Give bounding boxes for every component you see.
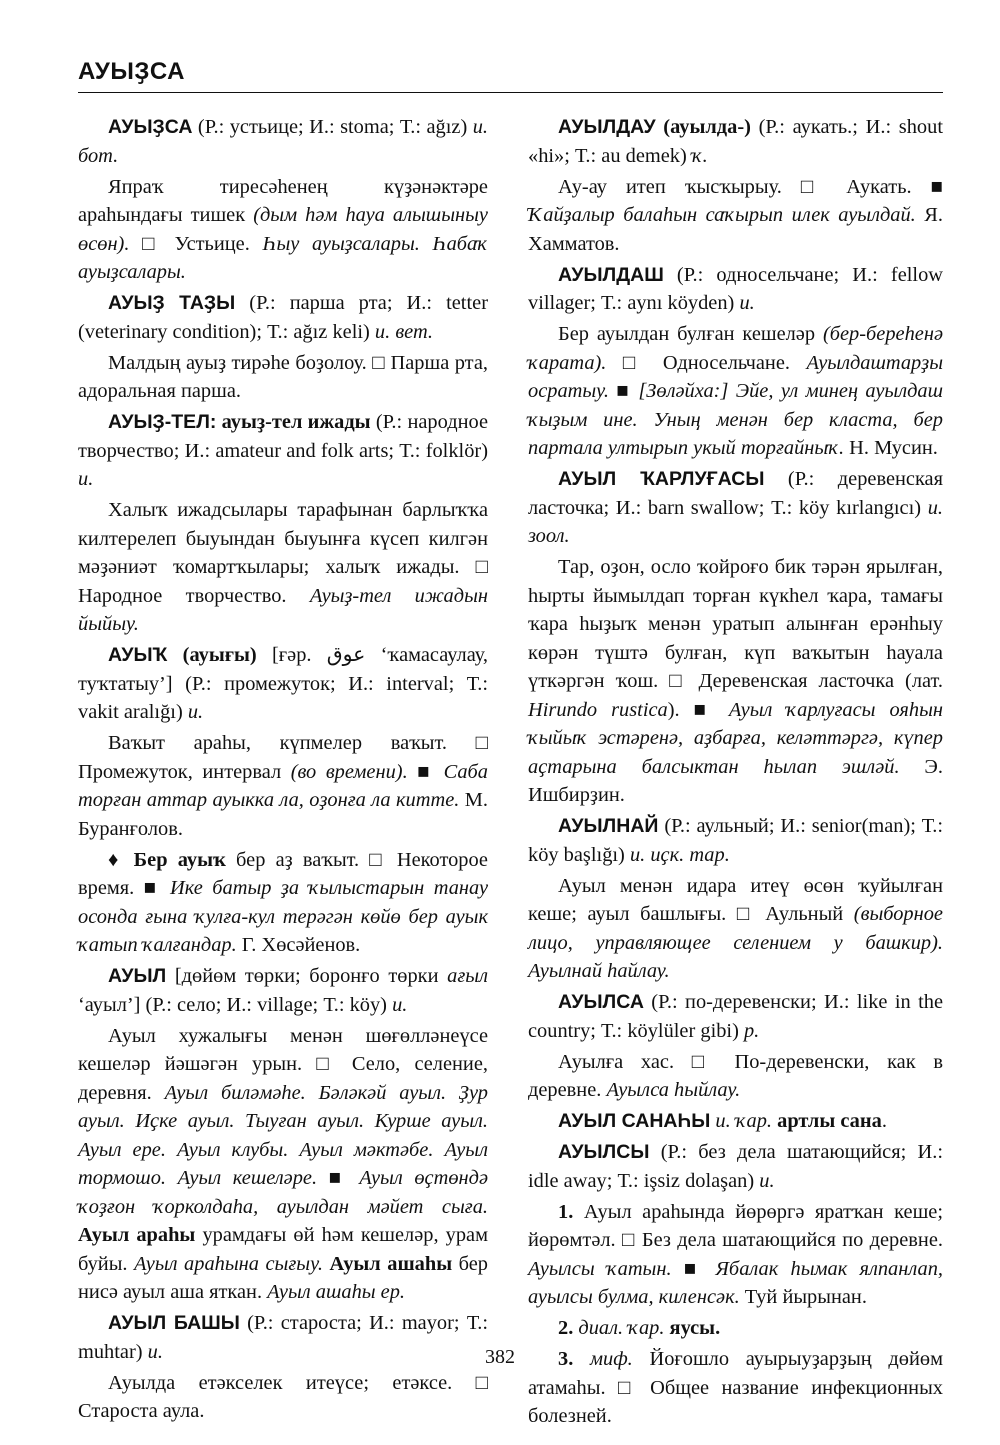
dictionary-paragraph xyxy=(528,1048,943,1105)
body-text: бер аҙ ваҡыт. □ Некоторое время. ■ xyxy=(78,848,488,899)
bold-text: 3. xyxy=(558,1348,574,1370)
dictionary-paragraph xyxy=(528,465,943,551)
body-text: Ауыл хужалығы менән шөғөлләнеүсе кешеләр йәшәгән урын. □ Село, селение, деревня. xyxy=(78,1024,488,1104)
body-text: ). ■ xyxy=(667,698,729,721)
italic-text: и. ҡар. xyxy=(710,1110,773,1132)
italic-text: и. xyxy=(392,993,408,1016)
italic-text: Һыу ауыҙсалары. Һабаҡ ауыҙсалары. xyxy=(78,232,488,283)
headword: АУЫҘСА xyxy=(108,116,193,138)
dictionary-paragraph xyxy=(528,553,943,810)
italic-text: р. xyxy=(743,1019,760,1042)
body-text: Н. Мусин. xyxy=(844,437,938,459)
body-text: Йоғошло ауырыуҙарҙың дөйөм атамаһы. □ Общее название инфекционных болезней. xyxy=(528,1348,943,1427)
dictionary-paragraph xyxy=(528,320,943,463)
body-text: ‘ауыл’] (Р.: село; И.: village; Т.: köy) xyxy=(78,993,393,1016)
body-text: (Р.: народное творчество; И.: amateur and folk arts; Т.: folklör) xyxy=(78,411,488,462)
italic-text: Ауылсы ҡатын. xyxy=(528,1257,672,1280)
body-text: Халыҡ ижадсылары тарафынан барлыҡҡа килтерелеп быуындан быуынға күсеп килгән мәҙәниәт ҡомартҡылары; халыҡ ижады. □ Народное творчество. xyxy=(78,499,488,607)
body-text: (Р.: аульный; И.: senior(man); Т.: köy başlığı) xyxy=(528,815,943,866)
page-number: 382 xyxy=(485,1346,515,1368)
headword: АУЫҘ-ТЕЛ: xyxy=(108,411,217,433)
italic-text: и. xyxy=(187,701,204,723)
dictionary-paragraph xyxy=(78,846,488,960)
italic-text: и. xyxy=(78,468,94,490)
italic-text: Ауыл өҫтөндә ҡоҙғон ҡорколдаһа, ауылдан мәйет сыға. xyxy=(78,1167,488,1218)
dictionary-paragraph xyxy=(528,1138,943,1195)
body-text: . xyxy=(881,1110,887,1132)
body-text: □ Устьице. xyxy=(129,232,263,255)
body-text: бер нисә ауыл аша яткан. xyxy=(78,1252,488,1303)
italic-text: Ауыл ашаһы ер. xyxy=(267,1281,406,1303)
italic-text: (дым һәм һауа алышыныу өсөн). xyxy=(78,204,488,255)
italic-text: Ауыл биләмәһе. Бәләкәй ауыл. Ҙур ауыл. Иҫке ауыл. Тыуған ауыл. Курше ауыл. Ауыл ере. Ауыл клубы. Ауыл мәктәбе. Ауыл тормошо. Ауыл кешеләре. xyxy=(78,1081,488,1189)
dictionary-paragraph xyxy=(78,408,488,494)
body-text: (Р.: парша рта; И.: tetter (veterinary condition); Т.: ağız keli) xyxy=(78,292,488,343)
body-text: Малдың ауыҙ тирәһе боҙолоу. □ Парша рта, адоральная парша. xyxy=(78,351,488,402)
bold-text: (ауылда-) xyxy=(655,116,751,138)
body-text: (Р.: староста; И.: mayor; Т.: muhtar) xyxy=(78,1312,489,1363)
body-text: Тар, оҙон, осло ҡойроғо бик тәрән ярылған, һырты йымылдап торған күкһел ҡара, тамағы ҡара һыҙыҡ менән уратып алынған ерәнһыу көрән түштә булған, күп ваҡытын һауала үткәргән ҡош. □ Деревенская ласточка (лат. xyxy=(528,556,943,692)
body-text: Ауыл араһында йөрөргә яратҡан кеше; йөрөмтәл. □ Без дела шатающийся по деревне. xyxy=(528,1200,943,1251)
italic-text: и. бот. xyxy=(78,116,488,167)
dictionary-paragraph xyxy=(78,173,488,287)
left-column xyxy=(78,113,488,1428)
italic-text: Ауыл араһына сығыу. xyxy=(134,1252,323,1275)
body-text: ■ xyxy=(609,380,639,402)
italic-text: ҡ. xyxy=(691,144,708,167)
italic-text: и. xyxy=(759,1169,775,1192)
dictionary-paragraph xyxy=(528,173,943,259)
bold-text: Ауыл араһы xyxy=(78,1224,196,1246)
dictionary-paragraph xyxy=(78,349,488,406)
bold-text: яусы. xyxy=(664,1317,721,1339)
italic-text: (во времени). xyxy=(290,760,408,783)
dictionary-paragraph xyxy=(78,289,488,346)
body-text: урамдағы өй һәм кешеләр, урам буйы. xyxy=(78,1224,488,1275)
body-text: ■ xyxy=(671,1257,716,1280)
body-text: [ғәр. عوق ‘ҡамасаулау, туҡтатыу’] (Р.: промежуток; И.: interval; Т.: vakit aralığı) xyxy=(78,644,488,723)
italic-text: Hirundo rustica xyxy=(528,698,668,721)
bold-text: (ауығы) xyxy=(167,644,257,666)
headword: АУЫЛНАЙ xyxy=(558,815,659,837)
italic-text: Ике батыр ҙа ҡылыстарын танау осонда ғына ҡулға-кул терәгән көйө бер ауык ҡатып ҡалғандар. xyxy=(78,877,488,956)
headword: АУЫЛДАУ xyxy=(558,116,656,138)
dictionary-paragraph xyxy=(78,729,488,843)
italic-text: и. xyxy=(147,1340,163,1363)
body-text: Ау-ау итеп ҡысҡырыу. □ Аукать. ■ xyxy=(558,175,943,198)
bold-text: Бер ауыҡ xyxy=(133,848,226,871)
italic-text: миф. xyxy=(573,1348,633,1370)
bold-text: 1. xyxy=(558,1200,574,1223)
italic-text: Ауыл ҡарлуғасы ояһын ҡыйыҡ эстәренә, аҙбарға, келәттәргә, күпер аҫтарына балсыктан һылап эшләй. xyxy=(528,698,943,778)
headword: АУЫҘ ТАҘЫ xyxy=(108,292,236,314)
headword: АУЫҠ xyxy=(108,644,168,666)
dictionary-paragraph xyxy=(78,641,488,727)
body-text: ■ xyxy=(317,1167,360,1189)
body-text: (Р.: по-деревенски; И.: like in the country; Т.: köylüler gibi) xyxy=(528,991,943,1042)
headword: АУЫЛ БАШЫ xyxy=(108,1312,240,1334)
body-text: Ауылға хас. □ По-деревенски, как в деревне. xyxy=(528,1050,943,1101)
bold-text: Ауыл ашаһы xyxy=(322,1252,453,1275)
dictionary-paragraph xyxy=(528,1107,943,1136)
body-text: Ауылда етәкселек итеүсе; етәксе. □ Староста аула. xyxy=(78,1371,488,1422)
italic-text: Ауылдаштарҙы осратыу. xyxy=(528,351,943,402)
dictionary-paragraph xyxy=(528,261,943,318)
dictionary-paragraph xyxy=(528,872,943,986)
italic-text: Ауыҙ-тел ижадын йыйыу. xyxy=(78,584,488,635)
body-text: (Р.: деревенская ласточка; И.: barn swallow; Т.: köy kırlangıcı) xyxy=(528,468,943,519)
italic-text: и. зоол. xyxy=(528,496,943,547)
body-text: Э. Ишбирҙин. xyxy=(528,755,943,806)
italic-text: и. иҫк. тар. xyxy=(629,843,730,866)
italic-text: Ауылса һыйлау. xyxy=(606,1079,741,1101)
body-text: (Р.: без дела шатающийся; И.: idle away; Т.: işsiz dolaşan) xyxy=(528,1141,943,1192)
body-text: Бер ауылдан булған кешеләр xyxy=(558,323,823,345)
bold-text: артлы сана xyxy=(772,1110,882,1132)
italic-text: диал. ҡар. xyxy=(573,1317,665,1339)
body-text: ♦ xyxy=(108,848,134,871)
dictionary-paragraph xyxy=(78,1022,488,1307)
dictionary-paragraph xyxy=(78,962,488,1019)
body-text: [дөйөм төрки; боронғо төрки xyxy=(166,965,448,987)
italic-text: Ябалак һымак ялпанлап, ауылсы булма, киленсәк. xyxy=(528,1257,943,1308)
running-head: АУЫҘСА xyxy=(78,58,185,85)
body-text: Я. Хамматов. xyxy=(528,204,943,255)
italic-text: [Зөләйха:] Эйе, ул минең ауылдаш ҡыҙым ине. Уның менән бер класта, бер партала ултырып укый торғайныҡ. xyxy=(528,380,943,459)
italic-text: (бер-береһенә ҡарата). xyxy=(528,323,943,374)
bold-text: ауыҙ-тел ижады xyxy=(216,411,371,433)
dictionary-paragraph xyxy=(528,113,943,170)
right-column xyxy=(528,113,943,1433)
bold-text: 2. xyxy=(558,1317,574,1339)
italic-text: и. xyxy=(739,292,755,314)
italic-text: ағыл xyxy=(447,965,488,987)
dictionary-paragraph xyxy=(78,496,488,639)
body-text: □ Односельчане. xyxy=(606,351,807,374)
body-text: (Р.: аукать.; И.: shout «hi»; Т.: au demek) xyxy=(528,116,943,167)
dictionary-paragraph xyxy=(528,1198,943,1312)
body-text: Г. Хөсәйенов. xyxy=(236,934,361,956)
italic-text: (выборное лицо, управляющее селением у башкир). Ауылнай һайлау. xyxy=(528,903,943,982)
headword: АУЫЛДАШ xyxy=(558,263,664,286)
headword: АУЫЛ xyxy=(108,965,167,987)
italic-text: Саба торған аттар ауыкка ла, оҙонға ла китте. xyxy=(78,760,488,811)
dictionary-paragraph xyxy=(528,812,943,869)
body-text: М. Буранғолов. xyxy=(78,789,488,840)
body-text: ■ xyxy=(407,760,444,783)
headword: АУЫЛ САНАҺЫ xyxy=(558,1110,711,1132)
body-text: Туй йырынан. xyxy=(739,1286,867,1308)
body-text: Ваҡыт араһы, күпмелер ваҡыт. □ Промежуток, интервал xyxy=(78,732,488,783)
dictionary-paragraph xyxy=(78,1369,488,1426)
dictionary-paragraph xyxy=(528,988,943,1045)
headword: АУЫЛСА xyxy=(558,991,644,1013)
body-text: (Р.: устьице; И.: stoma; Т.: ağız) xyxy=(192,116,473,138)
headword: АУЫЛ ҠАРЛУҒАСЫ xyxy=(558,468,765,490)
body-text: Ауыл менән идара итеү өсөн ҡуйылған кеше; ауыл башлығы. □ Аульный xyxy=(528,874,943,925)
body-text: (Р.: односельчане; И.: fellow villager; Т.: aynı köyden) xyxy=(528,263,943,314)
headword: АУЫЛСЫ xyxy=(558,1141,650,1163)
dictionary-paragraph xyxy=(78,113,488,170)
dictionary-paragraph xyxy=(528,1314,943,1343)
italic-text: и. вет. xyxy=(374,320,434,343)
italic-text: Ҡайҙалыр балаһын саҡырып илек ауылдай. xyxy=(528,204,916,226)
body-text: Япраҡ тиресәһенең күҙәнәктәре араһындағы тишек xyxy=(78,175,488,226)
header-rule xyxy=(78,92,943,93)
